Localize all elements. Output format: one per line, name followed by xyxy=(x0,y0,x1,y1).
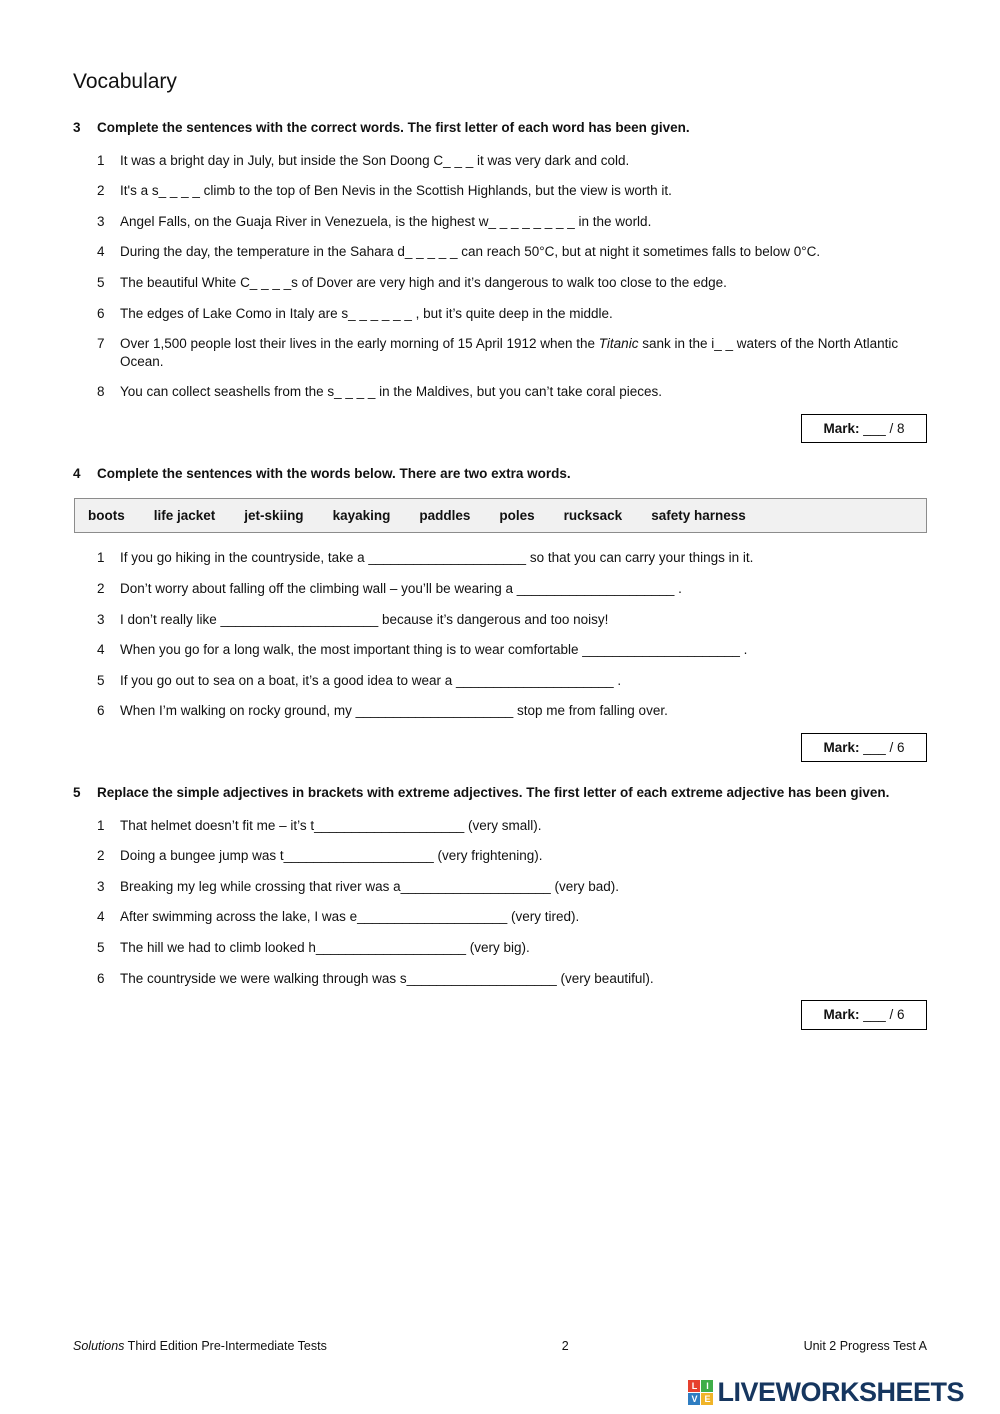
item-number: 5 xyxy=(97,939,105,955)
item-number: 4 xyxy=(97,909,105,925)
list-item xyxy=(97,702,927,720)
word-bank-word: jet-skiing xyxy=(244,507,304,523)
item-text: Doing a bungee jump was t____________________ (very frightening). xyxy=(120,848,543,864)
list-item xyxy=(97,335,927,370)
list-item xyxy=(97,817,927,835)
footer-book-title xyxy=(73,1338,327,1354)
logo-cell-e: E xyxy=(701,1393,713,1405)
item-text: It was a bright day in July, but inside the Son Doong C_ _ _ it was very dark and cold. xyxy=(120,152,630,168)
item-text: When I’m walking on rocky ground, my _____________________ stop me from falling over. xyxy=(120,703,668,719)
item-text: I don’t really like _____________________ because it’s dangerous and too noisy! xyxy=(120,611,609,627)
exercise-5-items xyxy=(73,817,927,987)
item-number: 6 xyxy=(97,305,105,321)
exercise-3-header xyxy=(73,119,927,137)
liveworksheets-logo xyxy=(688,1379,964,1406)
footer-test-name: Unit 2 Progress Test A xyxy=(803,1338,927,1353)
item-text: If you go out to sea on a boat, it’s a good idea to wear a _____________________ . xyxy=(120,672,622,688)
item-number: 8 xyxy=(97,384,105,400)
exercise-4 xyxy=(73,465,927,762)
list-item xyxy=(97,274,927,292)
list-item xyxy=(97,641,927,659)
word-bank-word: poles xyxy=(499,507,535,523)
list-item xyxy=(97,182,927,200)
list-item xyxy=(97,243,927,261)
word-bank-word: safety harness xyxy=(651,507,746,523)
footer-book-title-rest: Third Edition Pre-Intermediate Tests xyxy=(124,1338,327,1353)
item-text: The countryside we were walking through was s____________________ (very beautiful). xyxy=(120,970,654,986)
item-text: Angel Falls, on the Guaja River in Venezuela, is the highest w_ _ _ _ _ _ _ _ in the world. xyxy=(120,213,652,229)
list-item xyxy=(97,152,927,170)
item-text: The hill we had to climb looked h____________________ (very big). xyxy=(120,939,530,955)
exercise-5 xyxy=(73,784,927,1029)
mark-value: ___ / 6 xyxy=(863,1007,905,1023)
item-number: 2 xyxy=(97,848,105,864)
item-number: 4 xyxy=(97,642,105,658)
item-text: During the day, the temperature in the Sahara d_ _ _ _ _ can reach 50°C, but at night it sometimes falls to below 0°C. xyxy=(120,244,821,260)
logo-cell-v: V xyxy=(688,1393,700,1405)
liveworksheets-wordmark: LIVEWORKSHEETS xyxy=(717,1377,964,1407)
item-text: You can collect seashells from the s_ _ _ _ in the Maldives, but you can’t take coral pieces. xyxy=(120,384,663,400)
word-bank-word: boots xyxy=(88,507,125,523)
list-item xyxy=(97,878,927,896)
mark-box xyxy=(801,733,927,763)
exercise-5-header xyxy=(73,784,927,802)
item-text xyxy=(120,335,927,370)
mark-label: Mark: xyxy=(823,739,860,755)
item-number: 1 xyxy=(97,152,105,168)
exercise-number: 3 xyxy=(73,120,81,136)
item-number: 1 xyxy=(97,550,105,566)
item-number: 2 xyxy=(97,183,105,199)
exercise-number: 5 xyxy=(73,785,81,801)
list-item xyxy=(97,970,927,988)
list-item xyxy=(97,580,927,598)
exercise-4-header xyxy=(73,465,927,483)
item-number: 5 xyxy=(97,672,105,688)
exercise-4-items xyxy=(73,549,927,719)
item-text-italic: Titanic xyxy=(598,336,639,352)
word-bank xyxy=(74,498,927,534)
exercise-number: 4 xyxy=(73,466,81,482)
exercise-instruction: Complete the sentences with the correct words. The first letter of each word has been given. xyxy=(97,120,690,136)
page-number: 2 xyxy=(561,1338,569,1353)
mark-box xyxy=(801,414,927,444)
item-text: The beautiful White C_ _ _ _s of Dover are very high and it’s dangerous to walk too close to the edge. xyxy=(120,275,727,291)
item-text: Don’t worry about falling off the climbing wall – you’ll be wearing a _____________________ . xyxy=(120,580,682,596)
mark-row xyxy=(73,414,927,444)
item-number: 7 xyxy=(97,336,105,352)
item-text: If you go hiking in the countryside, take a _____________________ so that you can carry your things in it. xyxy=(120,550,754,566)
item-text: When you go for a long walk, the most important thing is to wear comfortable _____________________ . xyxy=(120,642,748,658)
item-number: 2 xyxy=(97,580,105,596)
exercise-instruction: Complete the sentences with the words below. There are two extra words. xyxy=(97,466,571,482)
list-item xyxy=(97,213,927,231)
item-text: After swimming across the lake, I was e____________________ (very tired). xyxy=(120,909,580,925)
list-item xyxy=(97,672,927,690)
list-item xyxy=(97,611,927,629)
word-bank-word: kayaking xyxy=(332,507,391,523)
mark-row xyxy=(73,1000,927,1030)
word-bank-word: rucksack xyxy=(563,507,623,523)
exercise-3-items xyxy=(73,152,927,401)
liveworksheets-logo-icon xyxy=(688,1380,713,1405)
item-number: 3 xyxy=(97,213,105,229)
item-text: Breaking my leg while crossing that river was a____________________ (very bad). xyxy=(120,878,620,894)
mark-row xyxy=(73,733,927,763)
item-number: 4 xyxy=(97,244,105,260)
list-item xyxy=(97,383,927,401)
mark-value: ___ / 8 xyxy=(863,420,905,436)
item-text-post: sank in the i_ _ waters of the North Atlantic Ocean. xyxy=(120,336,899,369)
item-text: The edges of Lake Como in Italy are s_ _ _ _ _ _ , but it’s quite deep in the middle. xyxy=(120,305,613,321)
list-item xyxy=(97,305,927,323)
item-text: That helmet doesn’t fit me – it’s t____________________ (very small). xyxy=(120,817,542,833)
mark-value: ___ / 6 xyxy=(863,739,905,755)
mark-label: Mark: xyxy=(823,420,860,436)
word-bank-word: paddles xyxy=(419,507,471,523)
list-item xyxy=(97,847,927,865)
item-number: 3 xyxy=(97,878,105,894)
exercise-3 xyxy=(73,119,927,443)
item-text: It's a s_ _ _ _ climb to the top of Ben Nevis in the Scottish Highlands, but the view is worth it. xyxy=(120,183,672,199)
item-number: 3 xyxy=(97,611,105,627)
item-number: 6 xyxy=(97,970,105,986)
mark-label: Mark: xyxy=(823,1007,860,1023)
word-bank-word: life jacket xyxy=(153,507,216,523)
list-item xyxy=(97,549,927,567)
item-text-pre: Over 1,500 people lost their lives in the early morning of 15 April 1912 when the xyxy=(120,336,599,352)
page-footer xyxy=(73,1338,927,1354)
list-item xyxy=(97,908,927,926)
list-item xyxy=(97,939,927,957)
mark-box xyxy=(801,1000,927,1030)
footer-book-title-italic: Solutions xyxy=(73,1338,125,1353)
item-number: 6 xyxy=(97,703,105,719)
item-number: 1 xyxy=(97,817,105,833)
logo-cell-l: L xyxy=(688,1380,700,1392)
exercise-instruction: Replace the simple adjectives in brackets with extreme adjectives. The first letter of each extreme adjective has been given. xyxy=(97,785,890,801)
logo-cell-i: I xyxy=(701,1380,713,1392)
item-number: 5 xyxy=(97,275,105,291)
page-title: Vocabulary xyxy=(73,70,177,93)
